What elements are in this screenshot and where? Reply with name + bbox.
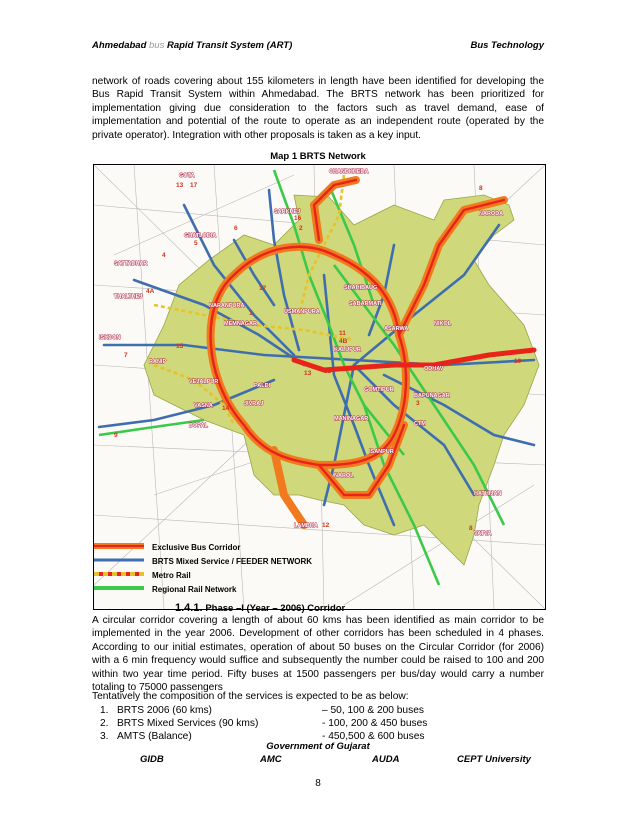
map-label: SARKHEJ	[274, 209, 301, 215]
map-label: GOTA	[179, 173, 195, 179]
footer-orgs	[92, 754, 544, 766]
page-number: 8	[315, 778, 321, 789]
zone-number: 4B	[339, 338, 348, 345]
map-label: PALDI	[254, 383, 271, 389]
map-label: VEJALPUR	[189, 379, 219, 385]
map-label: SABARMATI	[349, 301, 382, 307]
zone-number: 1	[249, 310, 253, 317]
header-title: Ahmedabad bus Rapid Transit System (ART)	[92, 40, 293, 51]
map-label: VATVA	[474, 531, 492, 537]
map-label: NARANPURA	[209, 303, 245, 309]
map-label: NAROL	[334, 473, 354, 479]
map-label: GOMTIPUR	[364, 387, 394, 393]
zone-number: 2	[299, 225, 303, 232]
map-label: GHATLODIA	[184, 233, 217, 239]
list-item: 3. AMTS (Balance) - 450,500 & 600 buses	[100, 731, 425, 742]
map-label: VASNA	[194, 403, 213, 409]
map-label: SATTADHAR	[114, 261, 148, 267]
zone-number: 12	[324, 368, 332, 375]
zone-number: 15	[176, 343, 184, 350]
page-header	[92, 40, 544, 54]
map-caption: Map 1 BRTS Network	[270, 151, 366, 162]
map-legend	[94, 539, 334, 609]
zone-number: 17	[259, 285, 267, 292]
zone-number: 3	[416, 400, 420, 407]
zone-number: 13	[176, 182, 184, 189]
intro-paragraph: network of roads covering about 155 kilometers in length have been identified for developing the Bus Rapid Transit System within Ahmedabad. The BRTS network has been prioritized for implementation giving due consideration to the factors such as travel demand, ease of implementation and potential of the route to operate as an independent route (operated by the private operator). Integration with other proposals is taken as a key input.	[92, 76, 544, 141]
zone-number: 16	[294, 215, 302, 222]
zone-number: 5	[194, 240, 198, 247]
footer-government: Government of Gujarat	[266, 741, 370, 752]
legend-item-exclusive	[94, 543, 334, 555]
legend-item-feeder	[94, 557, 334, 569]
subsection-title: Phase –I (Year – 2006) Corridor	[205, 603, 346, 614]
map-label: ODHAV	[424, 366, 444, 372]
zone-number: 13	[304, 370, 312, 377]
legend-swatch-exclusive	[94, 543, 144, 549]
zone-number: 8	[469, 525, 473, 532]
map-label: BAPUNAGAR	[414, 393, 450, 399]
legend-label: BRTS Mixed Service / FEEDER NETWORK	[152, 557, 313, 566]
subsection-heading	[175, 602, 345, 614]
footer-org: AUDA	[372, 754, 400, 765]
map-label: ISKCON	[99, 335, 121, 341]
zone-number: 4A	[146, 288, 155, 295]
legend-swatch-metro	[94, 571, 144, 577]
services-list	[92, 705, 544, 744]
legend-item-metro	[94, 571, 334, 583]
legend-label: Metro Rail	[152, 571, 191, 580]
map-label: BOPAL	[189, 423, 208, 429]
map-label: HATHIJAN	[474, 491, 502, 497]
phase-paragraph: A circular corridor covering a length of about 60 kms has been identified as main corridor to be implemented in the year 2006. Development of other corridors has been scheduled in 4 phases. According to our initial estimates, operation of about 50 buses on the Circular Corridor (for 2006) with a 6 min frequency would suffice and subsequently the number could be raised to 100 and 200 within two year time period. Fifty buses at 1500 passengers per bus/day would carry a number totaling to 75000 passengers	[92, 615, 544, 694]
zone-number: 7	[124, 352, 128, 359]
legend-label: Exclusive Bus Corridor	[152, 543, 241, 552]
map-label: MEMNAGAR	[224, 321, 257, 327]
zone-number: 10	[514, 358, 522, 365]
footer-org: GIDB	[140, 754, 164, 765]
zone-number: 14	[222, 405, 230, 412]
map-label: NIKOL	[434, 321, 452, 327]
map-label: CHANDKHEDA	[329, 169, 369, 175]
footer-org: AMC	[260, 754, 282, 765]
legend-swatch-rail	[94, 585, 144, 591]
map-label: MANINAGAR	[334, 416, 369, 422]
map-label: KALUPUR	[334, 347, 361, 353]
header-section: Bus Technology	[470, 40, 544, 51]
zone-number: 6	[234, 225, 238, 232]
zone-number: 8	[479, 185, 483, 192]
map-label: CTM	[414, 421, 426, 427]
list-item: 2. BRTS Mixed Services (90 kms) - 100, 200 & 450 buses	[100, 718, 428, 729]
zone-number: 11	[339, 330, 346, 337]
subsection-number: 1.4.1.	[175, 602, 203, 614]
zone-number: 4	[162, 252, 166, 259]
map-label: JIVRAJ	[244, 401, 264, 407]
legend-swatch-feeder	[94, 557, 144, 563]
footer-org: CEPT University	[457, 754, 531, 765]
map-label: ASARWA	[384, 326, 409, 332]
map-label: USMANPURA	[284, 309, 320, 315]
legend-label: Regional Rail Network	[152, 585, 237, 594]
map-label: ISANPUR	[369, 449, 394, 455]
zone-number: 9	[114, 432, 118, 439]
zone-number: 12	[322, 522, 330, 529]
map-label: LAMBHA	[294, 523, 318, 529]
brts-network-map	[93, 164, 546, 610]
map-label: SHAHIBAUG	[344, 285, 378, 291]
zone-number: 17	[190, 182, 198, 189]
map-label: THALTHEJ	[114, 294, 143, 300]
map-label: NARODA	[479, 211, 504, 217]
list-item: 1. BRTS 2006 (60 kms) – 50, 100 & 200 buses	[100, 705, 424, 716]
map-label: RANIP	[149, 359, 167, 365]
services-intro: Tentatively the composition of the services is expected to be as below:	[92, 691, 409, 702]
legend-item-rail	[94, 585, 334, 597]
